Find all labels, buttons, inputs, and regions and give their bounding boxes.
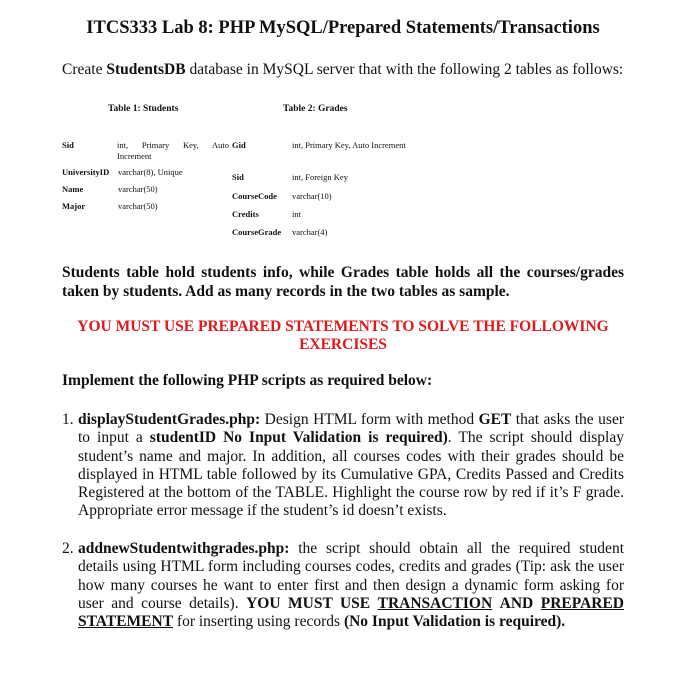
exercise-1-part: Design HTML form with method: [260, 411, 479, 428]
exercise-2-part: for inserting using records: [173, 613, 344, 631]
exercise-2-and: AND: [499, 594, 534, 612]
table2-field-coursegrade: CourseGrade: [232, 227, 282, 237]
table1-type-name: varchar(50): [118, 184, 158, 194]
exercise-1-part: that asks the user to input a: [78, 411, 624, 447]
prepared-statements-warning: YOU MUST USE PREPARED STATEMENTS TO SOLVE THE FOLLOWING EXERCISES: [77, 318, 609, 353]
intro-text-end: database in MySQL server that with the following 2 tables as follows:: [185, 61, 624, 78]
exercise-2-transaction: TRANSACTION: [377, 594, 493, 612]
database-name: StudentsDB: [106, 61, 186, 78]
table1-field-major: Major: [62, 201, 86, 211]
scripts-heading: Implement the following PHP scripts as required below:: [62, 372, 433, 389]
table1-caption: Table 1: Students: [108, 104, 179, 114]
table2-type-coursegrade: varchar(4): [292, 227, 328, 237]
table1-field-sid: Sid: [62, 140, 74, 150]
exercise-1-part: . The script should display student’s name and major. In addition, all courses codes with their grades should be displayed in HTML table followed by its Cumulative GPA, Credits Passed and Credits Registered at the bottom of the TABLE. Highlight the course row by red if it’s F grade. Appropriate error message if the student’s id doesn’t exists.: [78, 429, 624, 520]
table1-field-universityid: UniversityID: [62, 167, 110, 177]
table1-field-name: Name: [62, 184, 84, 194]
exercise-2-prepared-statement: PREPARED STATEMENT: [78, 594, 624, 631]
table2-type-gid: int, Primary Key, Auto Increment: [292, 140, 406, 150]
table2-field-sid: Sid: [232, 172, 244, 182]
exercise-2-text: [78, 540, 624, 631]
exercise-2-must: YOU MUST USE: [246, 594, 371, 612]
table2-field-gid: Gid: [232, 140, 246, 150]
table1-type-sid: int, Primary Key, Auto Increment: [117, 140, 229, 161]
exercise-1-method: GET: [478, 411, 512, 428]
table2-field-credits: Credits: [232, 209, 259, 219]
exercise-1-number: 1.: [62, 411, 74, 428]
exercise-2-number: 2.: [62, 540, 74, 557]
exercise-2-part: the script should obtain all the required student details using HTML form including courses codes, credits and grades (Tip: ask the user how many courses he want to enter first and then design a dynamic form asking for user and course details).: [78, 540, 624, 612]
exercise-1-script-name: displayStudentGrades.php:: [78, 411, 261, 428]
table1-type-universityid: varchar(8), Unique: [118, 167, 183, 177]
table1-type-major: varchar(50): [118, 201, 158, 211]
exercise-2: [62, 540, 624, 631]
intro-paragraph: [62, 61, 624, 79]
tables-description: Students table hold students info, while Grades table holds all the courses/grades taken by students. Add as many records in the two tables as sample.: [62, 264, 624, 300]
table2-field-coursecode: CourseCode: [232, 191, 277, 201]
intro-text: Create: [62, 61, 107, 78]
exercise-2-script-name: addnewStudentwithgrades.php:: [78, 540, 290, 557]
exercise-2-no-validation: (No Input Validation is required).: [343, 613, 566, 631]
table2-type-coursecode: varchar(10): [292, 191, 332, 201]
table2-caption: Table 2: Grades: [283, 104, 348, 114]
exercise-1-input-note: studentID No Input Validation is required): [149, 429, 448, 447]
table2-type-credits: int: [292, 209, 301, 219]
table2-type-sid: int, Foreign Key: [292, 172, 348, 182]
exercise-1: [62, 411, 624, 521]
document-title: ITCS333 Lab 8: PHP MySQL/Prepared Statements/Transactions: [86, 18, 600, 38]
exercise-1-text: [78, 411, 624, 521]
